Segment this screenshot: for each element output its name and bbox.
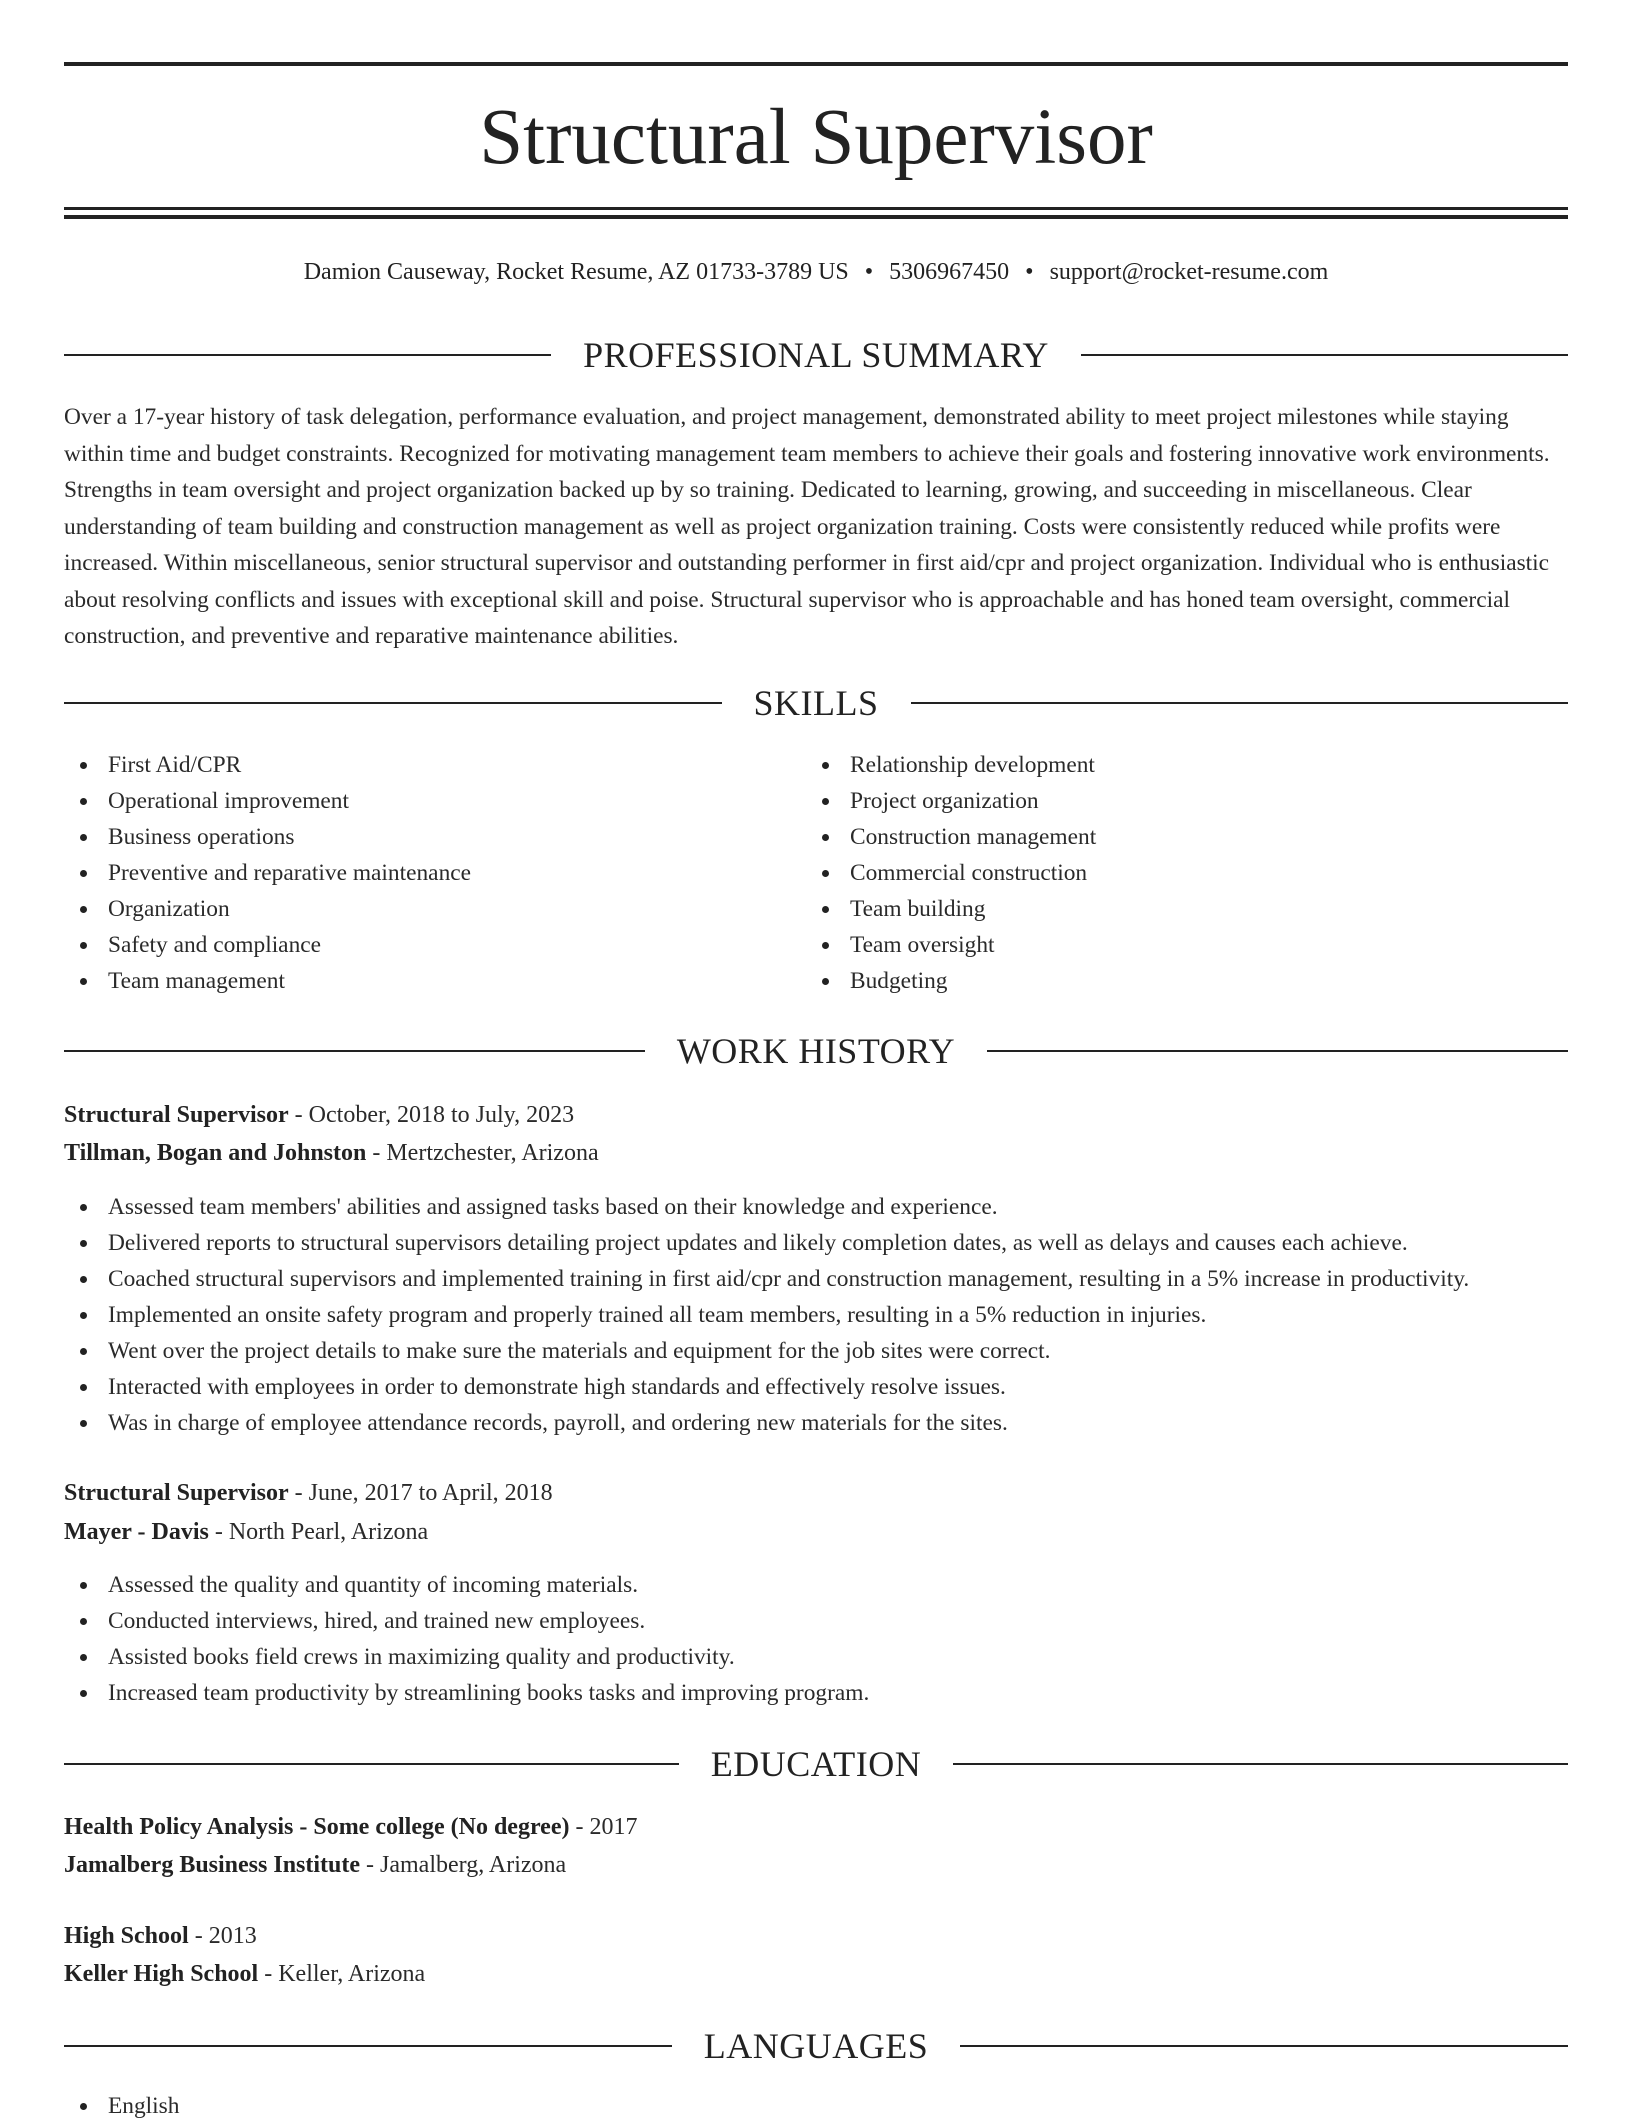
skills-list-left: [64, 747, 804, 999]
job-location: - North Pearl, Arizona: [208, 1519, 429, 1545]
education-year: - 2013: [188, 1923, 257, 1949]
job-title-line: [64, 1096, 1568, 1134]
skill-item: Organization: [64, 891, 804, 927]
skill-item: Team building: [806, 891, 1546, 927]
contact-line: [64, 254, 1568, 290]
heading-rule-left: [64, 2045, 672, 2047]
contact-email[interactable]: support@rocket-resume.com: [1049, 259, 1329, 285]
job-company-line: [64, 1134, 1568, 1172]
skill-item: Commercial construction: [806, 855, 1546, 891]
heading-rule-right: [987, 1050, 1568, 1052]
job-bullet: Coached structural supervisors and implemented training in first aid/cpr and construction management, resulting in a 5% increase in productivity.: [64, 1261, 1568, 1297]
section-title-work-history: WORK HISTORY: [676, 1031, 956, 1071]
job-title: Structural Supervisor: [64, 1102, 289, 1128]
job-company: Tillman, Bogan and Johnston: [64, 1140, 367, 1166]
job-location: - Mertzchester, Arizona: [366, 1140, 599, 1166]
education-school-line: [64, 1846, 1568, 1884]
education-year: - 2017: [569, 1814, 638, 1840]
section-title-education: EDUCATION: [710, 1744, 922, 1784]
job-bullet: Conducted interviews, hired, and trained new employees.: [64, 1603, 1568, 1639]
job-bullets: [64, 1567, 1568, 1711]
section-heading-skills: [64, 681, 1568, 725]
job-title-line: [64, 1474, 1568, 1512]
skill-item: Operational improvement: [64, 783, 804, 819]
education-degree: High School: [64, 1923, 189, 1949]
section-heading-summary: [64, 333, 1568, 377]
heading-rule-right: [960, 2045, 1568, 2047]
job-bullet: Was in charge of employee attendance records, payroll, and ordering new materials for the sites.: [64, 1405, 1568, 1441]
contact-separator: •: [864, 259, 874, 285]
section-title-languages: LANGUAGES: [703, 2026, 929, 2066]
skill-item: Project organization: [806, 783, 1546, 819]
skill-item: Safety and compliance: [64, 927, 804, 963]
summary-paragraph: Over a 17-year history of task delegation, performance evaluation, and project management, demonstrated ability to meet project milestones while staying within time and budget constraints. Recognized for motivating management team members to achieve their goals and fostering innovative work environments. Strengths in team oversight and project organization backed up by so training. Dedicated to learning, growing, and succeeding in miscellaneous. Clear understanding of team building and construction management as well as project organization training. Costs were consistently reduced while profits were increased. Within miscellaneous, senior structural supervisor and outstanding performer in first aid/cpr and project organization. Individual who is enthusiastic about resolving conflicts and issues with exceptional skill and poise. Structural supervisor who is approachable and has honed team oversight, commercial construction, and preventive and reparative maintenance abilities.: [64, 404, 1550, 649]
section-heading-education: [64, 1742, 1568, 1786]
job-title: Structural Supervisor: [64, 1480, 289, 1506]
header-double-rule-lower: [64, 215, 1568, 219]
job-dates: - October, 2018 to July, 2023: [288, 1102, 575, 1128]
contact-separator: •: [1025, 259, 1034, 285]
job-company-line: [64, 1513, 1568, 1551]
skill-item: Construction management: [806, 819, 1546, 855]
job-bullet: Increased team productivity by streamlining books tasks and improving program.: [64, 1675, 1568, 1711]
skill-item: Business operations: [64, 819, 804, 855]
heading-rule-left: [64, 354, 551, 356]
skill-item: Team management: [64, 963, 804, 999]
job-bullet: Went over the project details to make sure the materials and equipment for the job sites were correct.: [64, 1333, 1568, 1369]
education-degree-line: [64, 1917, 1568, 1955]
heading-rule-right: [1081, 354, 1568, 356]
education-school-line: [64, 1955, 1568, 1993]
skill-item: Preventive and reparative maintenance: [64, 855, 804, 891]
job-bullet: Assessed the quality and quantity of incoming materials.: [64, 1567, 1568, 1603]
heading-rule-left: [64, 1050, 645, 1052]
heading-rule-left: [64, 702, 722, 704]
job-bullets: [64, 1189, 1568, 1441]
heading-rule-right: [911, 702, 1569, 704]
section-heading-languages: [64, 2024, 1568, 2068]
education-location: - Jamalberg, Arizona: [360, 1852, 567, 1878]
education-location: - Keller, Arizona: [258, 1961, 426, 1987]
job-dates: - June, 2017 to April, 2018: [288, 1480, 553, 1506]
resume-name: Structural Supervisor: [479, 94, 1153, 181]
job-bullet: Assessed team members' abilities and assigned tasks based on their knowledge and experience.: [64, 1189, 1568, 1225]
header-double-rule-upper: [64, 207, 1568, 210]
header-top-rule: [64, 62, 1568, 66]
education-school: Keller High School: [64, 1961, 259, 1987]
job-bullet: Delivered reports to structural supervisors detailing project updates and likely completion dates, as well as delays and causes each achieve.: [64, 1225, 1568, 1261]
section-title-summary: PROFESSIONAL SUMMARY: [583, 335, 1049, 375]
heading-rule-left: [64, 1763, 679, 1765]
contact-address: Damion Causeway, Rocket Resume, AZ 01733-3789 US: [303, 259, 849, 285]
job-bullet: Implemented an onsite safety program and properly trained all team members, resulting in a 5% reduction in injuries.: [64, 1297, 1568, 1333]
skill-item: Relationship development: [806, 747, 1546, 783]
skill-item: First Aid/CPR: [64, 747, 804, 783]
heading-rule-right: [953, 1763, 1568, 1765]
language-item: English: [64, 2088, 1568, 2124]
job-bullet: Assisted books field crews in maximizing quality and productivity.: [64, 1639, 1568, 1675]
education-school: Jamalberg Business Institute: [64, 1852, 361, 1878]
education-degree: Health Policy Analysis - Some college (No degree): [64, 1814, 570, 1840]
job-company: Mayer - Davis: [64, 1519, 209, 1545]
contact-phone: 5306967450: [889, 259, 1010, 285]
section-title-skills: SKILLS: [753, 683, 879, 723]
education-degree-line: [64, 1808, 1568, 1846]
skills-list-right: [806, 747, 1546, 999]
skill-item: Team oversight: [806, 927, 1546, 963]
skill-item: Budgeting: [806, 963, 1546, 999]
languages-list: [64, 2088, 1568, 2124]
section-heading-work-history: [64, 1029, 1568, 1073]
job-bullet: Interacted with employees in order to demonstrate high standards and effectively resolve issues.: [64, 1369, 1568, 1405]
